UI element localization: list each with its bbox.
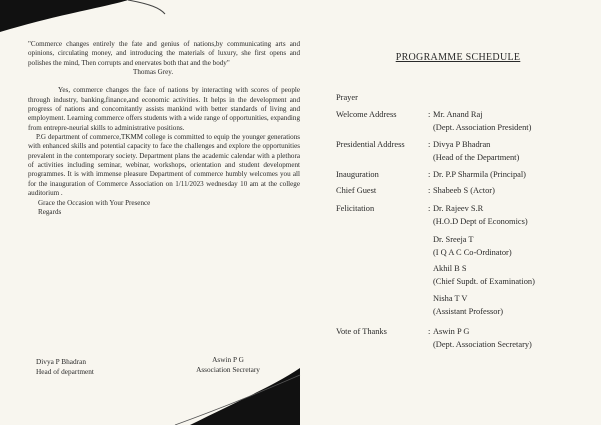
item-role: (Head of the Department) — [433, 153, 520, 162]
hod-title: Head of department — [36, 367, 94, 377]
schedule-title: PROGRAMME SCHEDULE — [395, 52, 521, 63]
item-role: (I Q A C Co-Ordinator) — [433, 248, 512, 257]
item-name: Akhil B S — [433, 264, 467, 273]
quote-text: "Commerce changes entirely the fate and genius of nations,by communicating arts and opinions, circulating money, and introducing the materials of luxury, she first opens and polishes the mind, Then corrupts and enervates both that and the body" — [28, 40, 300, 67]
item-colon: : — [428, 327, 431, 336]
item-role: (Dept. Association Secretary) — [433, 340, 532, 349]
top-left-swoosh — [0, 0, 128, 32]
signature-secretary — [188, 355, 268, 376]
secretary-title: Association Secretary — [196, 365, 260, 375]
item-name: Dr. P.P Sharmila (Principal) — [433, 170, 526, 179]
item-role: (Assistant Professor) — [433, 307, 504, 316]
item-colon: : — [428, 140, 431, 149]
item-name: Aswin P G — [433, 327, 470, 336]
hod-name: Divya P Bhadran — [36, 357, 86, 366]
item-name: Divya P Bhadran — [433, 140, 491, 149]
item-role: (Chief Supdt. of Examination) — [433, 277, 535, 286]
item-label: Vote of Thanks — [336, 327, 387, 336]
item-colon: : — [428, 186, 431, 195]
secretary-name: Aswin P G — [212, 355, 244, 364]
item-role: (Dept. Association President) — [433, 123, 532, 132]
item-colon: : — [428, 110, 431, 119]
grace-line: Grace the Occasion with Your Presence — [38, 198, 151, 207]
item-name: Nisha T V — [433, 294, 468, 303]
paragraph-department: P.G department of commerce,TKMM college is committed to equip the younger generations with enhanced skills and potential capacity to face the challenges and explore the opportunities prevalent in the contemporary society. Department plans the academic calendar with a plethora of activities including seminar, webinar, workshops, orientation and student development programmes. It is with immense pleasure Department of commerce humbly welcomes you all for the inauguration of Commerce Association on 1/11/2023 wednesday 10 am at the college auditorium . — [28, 133, 300, 198]
bottom-swoosh — [190, 368, 300, 425]
item-label: Chief Guest — [336, 186, 377, 195]
prayer-label: Prayer — [336, 93, 358, 102]
paragraph-commerce: Yes, commerce changes the face of nations by interacting with scores of people through industry, banking,finance,and economic activities. It helps in the development and progress of nations and concomitantly assists mankind with better standards of living and employment. Learning commerce offers students with a wide range of opportunities, expanding from entrepre-neurial skills to administrative positions. — [28, 86, 300, 132]
item-colon: : — [428, 204, 431, 213]
item-label: Inauguration — [336, 170, 379, 179]
item-role: (H.O.D Dept of Economics) — [433, 217, 528, 226]
item-label: Felicitation — [336, 204, 375, 213]
item-label: Presidential Address — [336, 140, 405, 149]
item-name: Mr. Anand Raj — [433, 110, 483, 119]
top-swoosh-line — [128, 0, 165, 14]
intro-panel — [28, 40, 300, 217]
quote-author: Thomas Grey. — [133, 68, 174, 77]
item-name: Dr. Rajeev S.R — [433, 204, 484, 213]
item-label: Welcome Address — [336, 110, 397, 119]
signature-hod — [36, 357, 94, 378]
item-name: Dr. Sreeja T — [433, 235, 474, 244]
item-colon: : — [428, 170, 431, 179]
item-name: Shabeeb S (Actor) — [433, 186, 495, 195]
regards-line: Regards — [38, 207, 62, 216]
